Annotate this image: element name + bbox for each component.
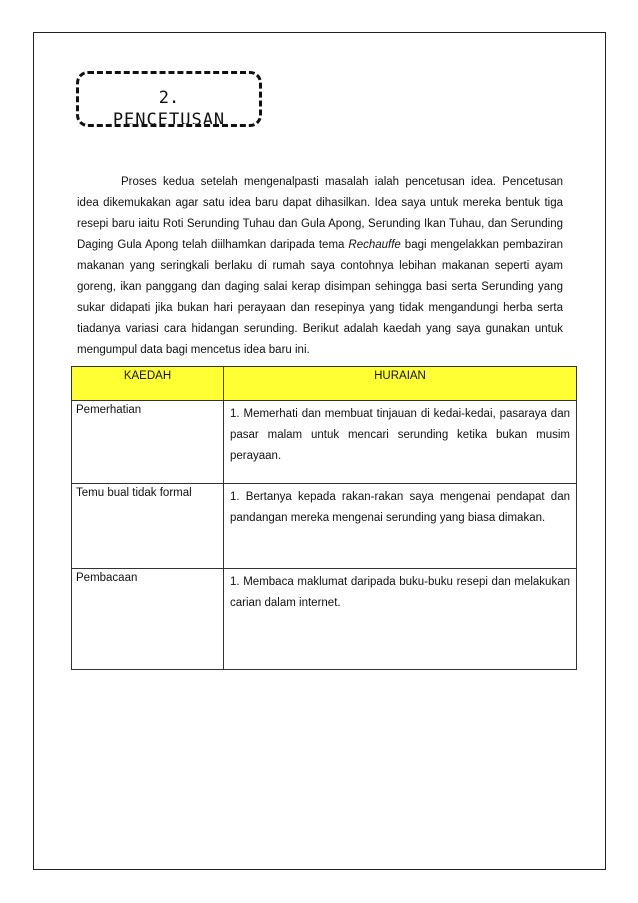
section-heading-box (76, 71, 262, 127)
table-row (72, 484, 577, 569)
methods-table (71, 366, 577, 670)
row-kaedah: Pemerhatian (72, 401, 224, 484)
header-kaedah: KAEDAH (72, 367, 224, 401)
table-row (72, 569, 577, 670)
table-header-row (72, 367, 577, 401)
row-kaedah: Pembacaan (72, 569, 224, 670)
section-title: PENCETUSAN (112, 110, 226, 127)
paragraph-text-start: Proses kedua setelah mengenalpasti masalah ialah pencetusan idea. Pencetusan idea dikemukakan agar satu idea baru dapat dihasilkan. Idea saya untuk mereka bentuk tiga resepi baru iaitu Roti Serunding Tuhau dan Gula Apong, Serunding Ikan Tuhau, dan Serunding Daging Gula Apong telah diilhamkan daripada tema (77, 176, 563, 251)
row-huraian: 1. Membaca maklumat daripada buku-buku resepi dan melakukan carian dalam internet. (224, 569, 577, 670)
paragraph-italic-term: Rechauffe (348, 239, 401, 251)
paragraph-text-end: bagi mengelakkan pembaziran makanan yang seringkali berlaku di rumah saya contohnya lebihan makanan seperti ayam goreng, ikan panggang dan daging salai kerap disimpan sehingga basi serta Serunding yang sukar didapati jika bukan hari perayaan dan resepinya yang tidak mengandungi herba serta tiadanya variasi cara hidangan serunding. Berikut adalah kaedah yang saya gunakan untuk mengumpul data bagi mencetus idea baru ini. (77, 239, 563, 356)
row-huraian: 1. Bertanya kepada rakan-rakan saya mengenai pendapat dan pandangan mereka mengenai serunding yang biasa dimakan. (224, 484, 577, 569)
header-huraian: HURAIAN (224, 367, 577, 401)
table-row (72, 401, 577, 484)
intro-paragraph (77, 172, 563, 361)
section-number: 2. (158, 88, 180, 108)
row-kaedah: Temu bual tidak formal (72, 484, 224, 569)
row-huraian: 1. Memerhati dan membuat tinjauan di kedai-kedai, pasaraya dan pasar malam untuk mencari serunding ketika bukan musim perayaan. (224, 401, 577, 484)
